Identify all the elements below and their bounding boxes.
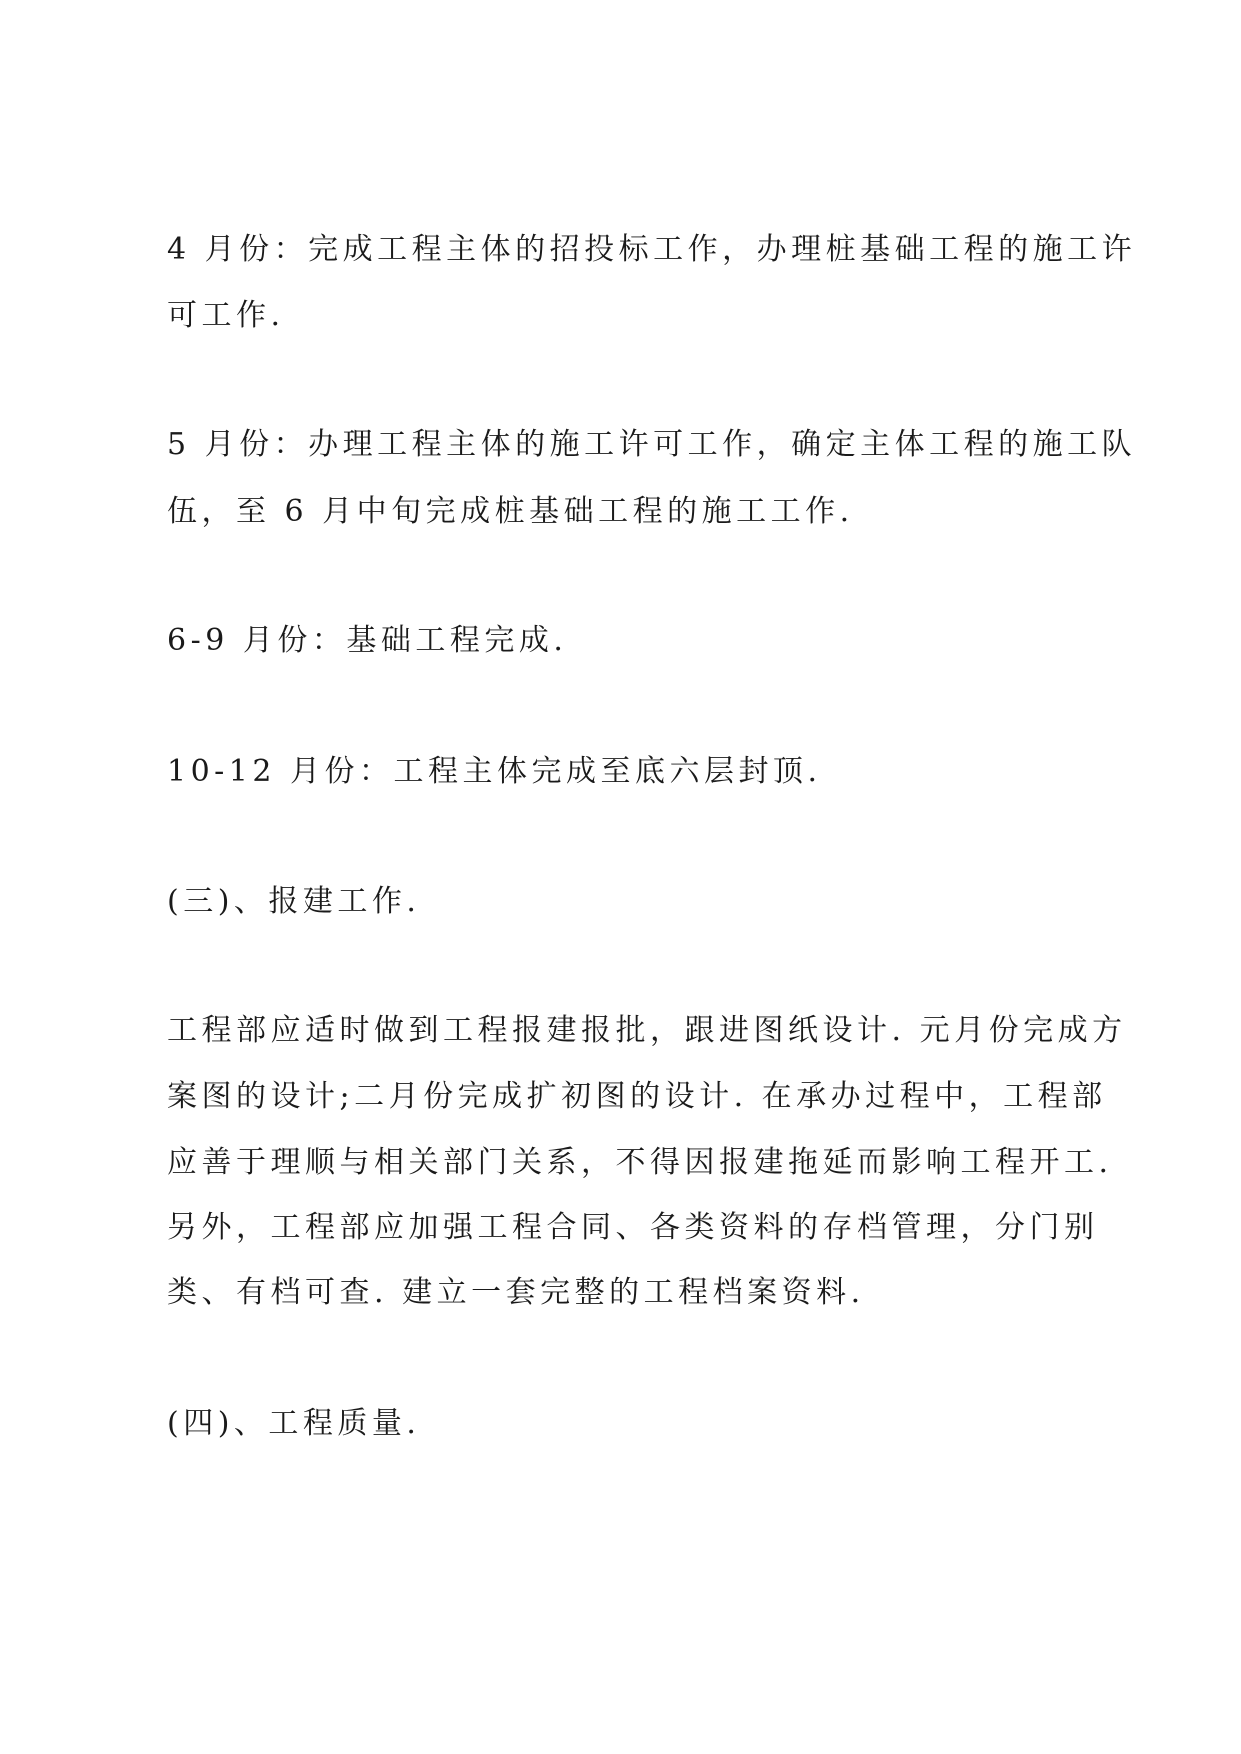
paragraph-may-line-2: 伍，至 6 月中旬完成桩基础工程的施工工作.	[167, 494, 854, 529]
paragraph-engineering-line-5: 类、有档可查. 建立一套完整的工程档案资料.	[167, 1275, 865, 1310]
paragraph-engineering-line-1: 工程部应适时做到工程报建报批，跟进图纸设计. 元月份完成方	[167, 1013, 1127, 1048]
paragraph-april-line-1: 4 月份：完成工程主体的招投标工作，办理桩基础工程的施工许	[167, 232, 1137, 267]
section-heading-4: (四)、工程质量.	[167, 1406, 421, 1441]
paragraph-may-line-1: 5 月份：办理工程主体的施工许可工作，确定主体工程的施工队	[167, 427, 1137, 462]
paragraph-engineering-line-2: 案图的设计;二月份完成扩初图的设计. 在承办过程中，工程部	[167, 1079, 1107, 1114]
paragraph-april-line-2: 可工作.	[167, 298, 285, 333]
paragraph-engineering-line-4: 另外，工程部应加强工程合同、各类资料的存档管理，分门别	[167, 1210, 1099, 1245]
paragraph-jun-sep: 6-9 月份：基础工程完成.	[167, 623, 568, 658]
paragraph-oct-dec: 10-12 月份：工程主体完成至底六层封顶.	[167, 754, 822, 789]
paragraph-engineering-line-3: 应善于理顺与相关部门关系，不得因报建拖延而影响工程开工.	[167, 1145, 1113, 1180]
section-heading-3: (三)、报建工作.	[167, 884, 421, 919]
